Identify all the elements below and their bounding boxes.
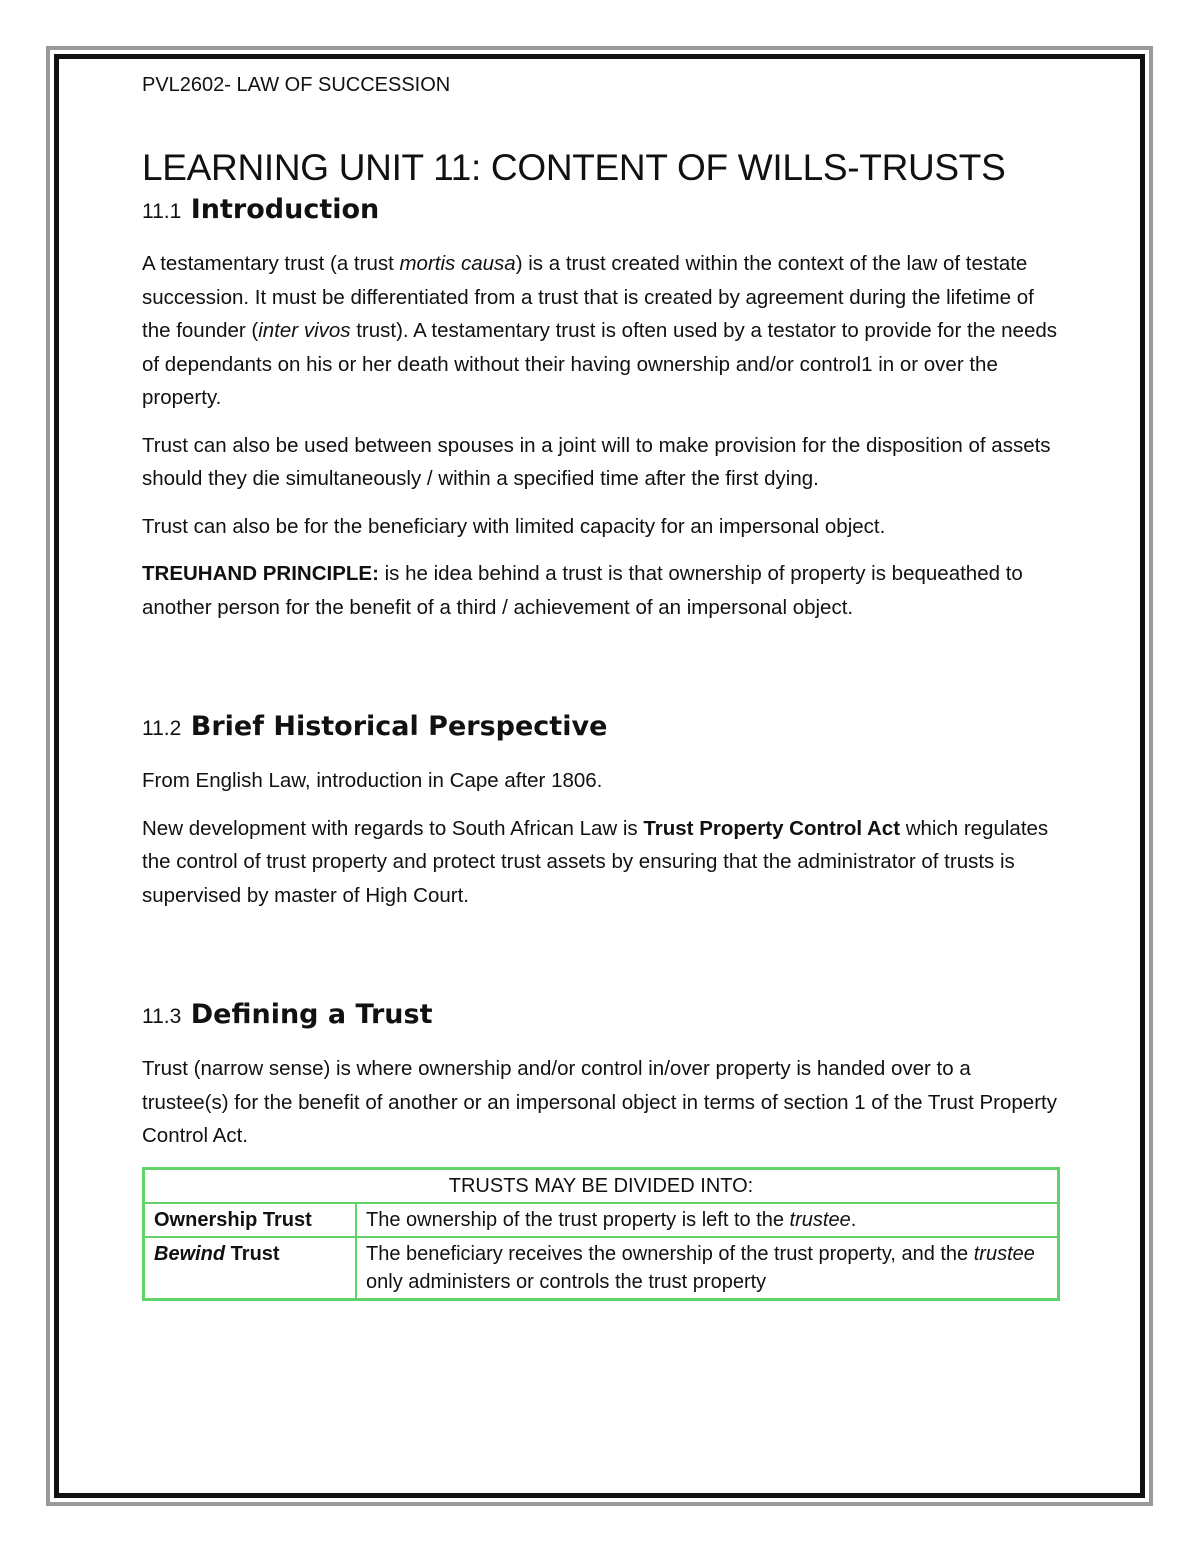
italic-term: trustee: [789, 1208, 851, 1231]
treuhand-paragraph: [142, 557, 1060, 624]
trust-type-description: [356, 1203, 1059, 1237]
table-row: [144, 1203, 1059, 1237]
text-run: Trust: [225, 1242, 280, 1265]
italic-term: inter vivos: [258, 319, 351, 342]
section-number: 11.1: [142, 200, 182, 223]
defining-paragraph-1: Trust (narrow sense) is where ownership and/or control in/over property is handed over to a trustee(s) for the benefit of another or an impersonal object in terms of section 1 of the Trust Property Control Act.: [142, 1057, 1057, 1147]
text-run: A testamentary trust (a trust: [142, 252, 400, 275]
section-title: Defining a Trust: [190, 999, 433, 1030]
bold-label: TREUHAND PRINCIPLE:: [142, 562, 379, 585]
intro-paragraph-3: Trust can also be for the beneficiary with limited capacity for an impersonal object.: [142, 514, 886, 538]
italic-term: Bewind: [154, 1242, 226, 1265]
text-run: trust). A testamentary trust is often used by a testator to provide for the needs of dependants on his or her death without their having ownership and/or control1 in or over the property.: [142, 319, 1058, 409]
text-run: which regulates the control of trust property and protect trust assets by ensuring that the administrator of trusts is supervised by master of High Court.: [142, 816, 1049, 907]
italic-term: trustee: [973, 1242, 1035, 1265]
trust-types-table: [142, 1167, 1060, 1301]
section-heading-defining: [142, 995, 1060, 1037]
italic-term: mortis causa: [399, 252, 516, 275]
document-body: [142, 70, 1060, 1301]
section-heading-history: [142, 707, 1060, 749]
text-run: .: [850, 1208, 857, 1231]
section-heading-introduction: [142, 190, 1060, 232]
history-paragraph-2: [142, 812, 1060, 913]
trust-type-description: [356, 1237, 1059, 1300]
text-run: ) is a trust created within the context of the law of testate succession. It must be differentiated from a trust that is created by agreement during the lifetime of the founder (: [142, 252, 1034, 342]
trust-type-name: [144, 1237, 357, 1300]
text-run: is he idea behind a trust is that ownership of property is bequeathed to another person for the benefit of a third / achievement of an impersonal object.: [142, 562, 1023, 619]
section-number: 11.3: [142, 1005, 182, 1028]
bold-term: Trust Property Control Act: [643, 816, 901, 840]
section-title: Brief Historical Perspective: [190, 711, 608, 742]
unit-title: LEARNING UNIT 11: CONTENT OF WILLS-TRUSTS: [142, 147, 1006, 188]
trust-type-name: Ownership Trust: [144, 1203, 357, 1237]
table-caption: TRUSTS MAY BE DIVIDED INTO:: [144, 1168, 1059, 1203]
table-row: [144, 1237, 1059, 1300]
section-number: 11.2: [142, 717, 182, 740]
history-paragraph-1: From English Law, introduction in Cape after 1806.: [142, 769, 603, 792]
text-run: The beneficiary receives the ownership of the trust property, and the: [366, 1242, 974, 1265]
course-header: PVL2602- LAW OF SUCCESSION: [142, 74, 451, 96]
text-run: only administers or controls the trust property: [366, 1270, 767, 1293]
text-run: New development with regards to South African Law is: [142, 816, 644, 840]
intro-paragraph-2: Trust can also be used between spouses in a joint will to make provision for the disposition of assets should they die simultaneously / within a specified time after the first dying.: [142, 433, 1051, 490]
table-header-row: [144, 1168, 1059, 1203]
text-run: The ownership of the trust property is left to the: [366, 1208, 790, 1231]
section-title: Introduction: [190, 194, 380, 225]
intro-paragraph-1: [142, 247, 1060, 415]
